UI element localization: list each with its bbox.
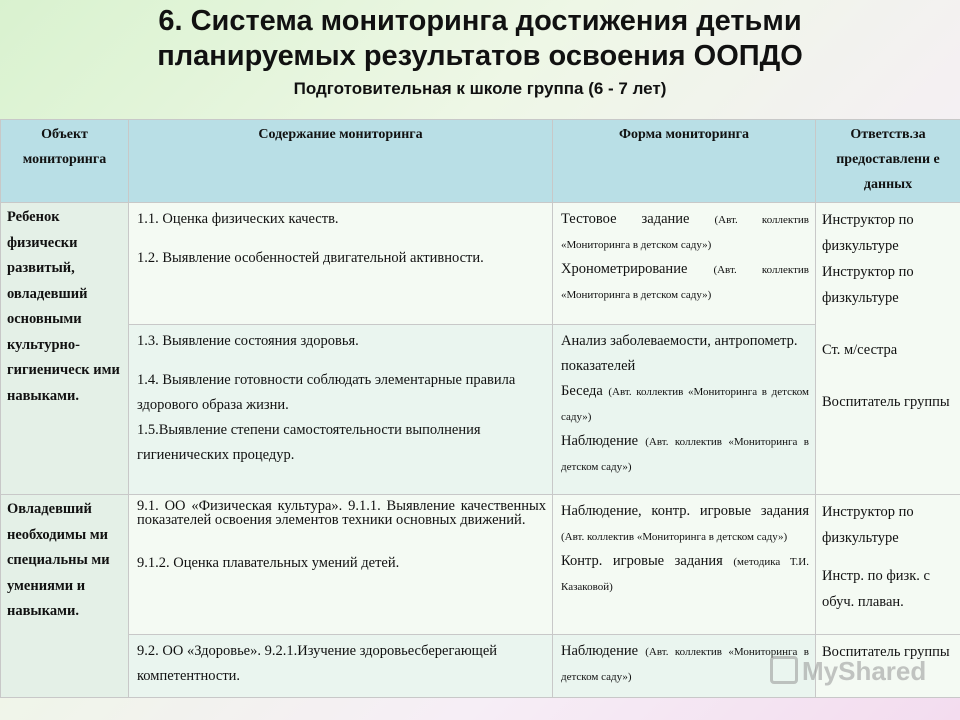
responsible-item: Инструктор по физкультуре — [822, 212, 914, 254]
content-item: 1.3. Выявление состояния здоровья. — [137, 333, 359, 349]
form-note: (Авт. коллектив «Мониторинга в детском саду») — [561, 646, 809, 683]
responsible-item: Воспитатель группы — [822, 644, 950, 660]
watermark — [770, 656, 926, 687]
responsible-item: Инструктор по физкультуре — [822, 504, 914, 546]
content-item: 9.2. ОО «Здоровье». 9.2.1.Изучение здоровьесберегающей компетентности. — [137, 643, 498, 684]
form-cell — [553, 495, 816, 635]
header-form: Форма мониторинга — [553, 120, 816, 203]
content-cell — [129, 325, 553, 495]
form-main: Беседа — [561, 383, 603, 399]
content-cell — [129, 203, 553, 325]
content-item: 9.1.2. Оценка плавательных умений детей. — [137, 555, 400, 571]
monitoring-table — [0, 119, 960, 698]
form-note: (методика Т.И. Казаковой) — [561, 556, 809, 593]
form-cell — [553, 325, 816, 495]
form-cell — [553, 203, 816, 325]
form-main: Наблюдение, контр. игровые задания — [561, 503, 809, 519]
form-note: (Авт. коллектив «Мониторинга в детском саду») — [561, 386, 809, 423]
content-item: 1.5.Выявление степени самостоятельности выполнения гигиенических процедур. — [137, 422, 481, 463]
form-main: Контр. игровые задания — [561, 553, 723, 569]
form-item — [561, 499, 809, 549]
header-object: Объект мониторинга — [1, 120, 129, 203]
content-item: 1.4. Выявление готовности соблюдать элементарные правила здорового образа жизни. — [137, 372, 516, 413]
responsible-item: Инстр. по физк. с обуч. плаван. — [822, 568, 930, 610]
title-line-2: планируемых результатов освоения ООПДО — [157, 40, 803, 72]
content-item: 1.1. Оценка физических качеств. — [137, 211, 339, 227]
watermark-text: MyShared — [802, 656, 927, 686]
form-main: Наблюдение — [561, 643, 639, 659]
responsible-item: Инструктор по физкультуре — [822, 264, 914, 306]
form-item — [561, 379, 809, 429]
form-main: Хронометрирование — [561, 261, 688, 277]
responsible-cell — [816, 203, 960, 495]
form-item — [561, 549, 809, 599]
form-main: Тестовое задание — [561, 211, 690, 227]
form-note: (Авт. коллектив «Мониторинга в детском саду») — [561, 264, 809, 301]
responsible-item: Воспитатель группы — [822, 394, 950, 410]
content-item: 9.1. ОО «Физическая культура». 9.1.1. Выявление качественных показателей освоения элементов техники основных движений. — [137, 498, 546, 528]
form-item — [561, 429, 809, 479]
responsible-cell — [816, 495, 960, 635]
object-cell: Овладевший необходимы ми специальны ми умениями и навыками. — [1, 495, 129, 698]
object-cell: Ребенок физически развитый, овладевший основными культурно-гигиеническ ими навыками. — [1, 203, 129, 495]
form-note: (Авт. коллектив «Мониторинга в детском саду») — [561, 531, 788, 543]
table-header-row — [1, 120, 960, 203]
responsible-item: Ст. м/сестра — [822, 342, 898, 358]
title-line-1: 6. Система мониторинга достижения детьми — [158, 5, 802, 37]
form-main: Наблюдение — [561, 433, 639, 449]
form-item: Анализ заболеваемости, антропометр. показателей — [561, 333, 798, 374]
form-item — [561, 257, 809, 307]
header-responsible: Ответств.за предоставлени е данных — [816, 120, 960, 203]
header-content: Содержание мониторинга — [129, 120, 553, 203]
form-item — [561, 207, 809, 257]
page-subtitle: Подготовительная к школе группа (6 - 7 лет) — [293, 79, 667, 98]
table-row — [1, 203, 960, 325]
myshared-logo-icon — [770, 656, 798, 684]
content-cell — [129, 635, 553, 698]
content-cell — [129, 495, 553, 635]
form-note: (Авт. коллектив «Мониторинга в детском саду») — [561, 436, 809, 473]
table-row — [1, 495, 960, 635]
content-item: 1.2. Выявление особенностей двигательной активности. — [137, 250, 484, 266]
form-note: (Авт. коллектив «Мониторинга в детском саду») — [561, 214, 809, 251]
page-title — [0, 4, 960, 74]
